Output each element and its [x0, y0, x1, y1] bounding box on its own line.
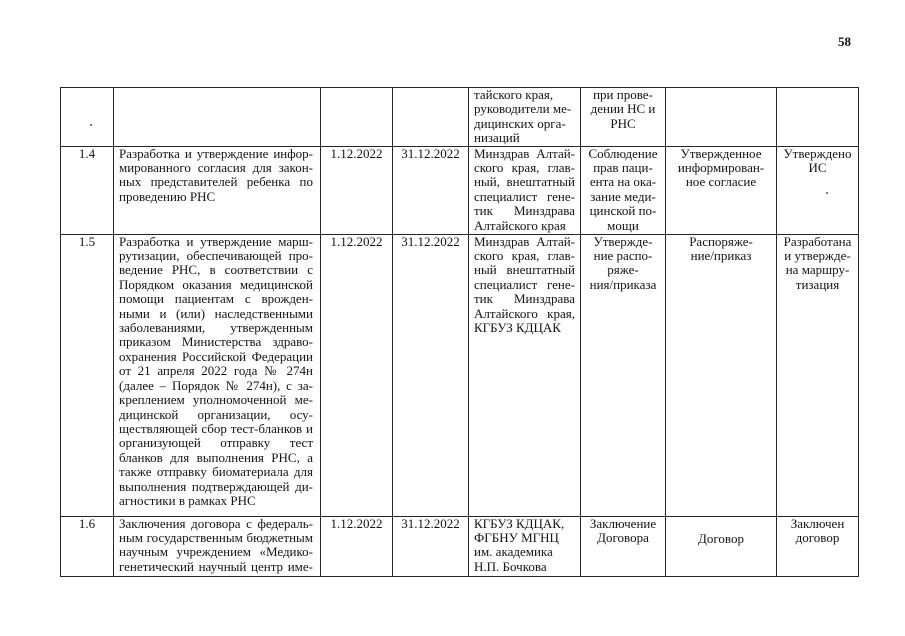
text-line: Договор: [698, 530, 744, 546]
text-line: Минздрав Алтай-: [474, 234, 575, 249]
text-line: прав паци-: [593, 160, 653, 176]
text-line: охранения Российской Федерации: [119, 348, 313, 364]
text-line: ряже-: [607, 262, 639, 278]
text-line: ента на ока-: [589, 174, 657, 190]
text-line: КГБУЗ КДЦАК: [474, 320, 561, 336]
text-line: Порядком оказания медицинской: [119, 276, 313, 292]
text-line: 1.4: [78, 146, 96, 161]
text-line: ный внештатный: [474, 262, 575, 278]
text-line: 1.12.2022: [330, 146, 383, 161]
text-line: на маршру-: [785, 262, 850, 278]
target-indicator-cell: [777, 88, 859, 147]
text-line: цинской по-: [589, 203, 657, 219]
text-line: ние распо-: [593, 248, 653, 264]
start-date-cell: [321, 516, 393, 576]
text-line: Утвержденное: [680, 146, 762, 161]
document-type-cell: [666, 516, 777, 576]
text-line: РНС: [610, 115, 636, 131]
text-line: договор: [795, 530, 840, 546]
text-line: Заключен: [790, 516, 845, 531]
text-line: проведению РНС: [119, 188, 216, 204]
text-line: ществляющей сбор тест-бланков и: [119, 420, 313, 436]
text-line: им. академика: [474, 544, 553, 560]
document-type-cell: [666, 88, 777, 147]
text-line: ный, внештатный: [474, 174, 575, 190]
task-description-cell: [114, 146, 321, 234]
text-line: низаций: [474, 130, 520, 146]
text-line: ными и (или) наследственными: [119, 305, 313, 321]
table-row-continuation: [61, 88, 859, 147]
text-line: 1.6: [78, 516, 96, 531]
text-line: ния/приказа: [589, 276, 657, 292]
responsible-party-cell: [469, 516, 581, 576]
item-number-cell: [61, 146, 114, 234]
text-line: информирован-: [677, 160, 765, 176]
target-indicator-cell: [777, 234, 859, 516]
text-line: ского края, глав-: [474, 248, 575, 264]
text-line: зание меди-: [590, 188, 656, 204]
text-line: специалист гене-: [474, 188, 575, 204]
text-line: Распоряже-: [689, 234, 753, 249]
text-line: Заключение: [589, 516, 657, 531]
text-line: генетический научный центр име-: [119, 558, 313, 574]
table-row-1-5: [61, 234, 859, 516]
start-date-cell: [321, 146, 393, 234]
text-line: Заключения договора с федераль-: [119, 516, 313, 531]
responsible-party-cell: [469, 234, 581, 516]
text-line: рутизации, обеспечивающей про-: [119, 248, 313, 264]
text-line: ведение РНС, в соответствии с: [119, 262, 313, 278]
text-line: также отправку биоматериала для: [119, 464, 313, 480]
expected-result-cell: [581, 88, 666, 147]
scan-speck: [90, 124, 92, 126]
end-date-cell: [393, 146, 469, 234]
start-date-cell: [321, 88, 393, 147]
text-line: тизация: [795, 276, 840, 292]
table-row-1-4: [61, 146, 859, 234]
text-line: тик Минздрава: [474, 291, 575, 307]
text-line: Утверждено: [783, 146, 852, 161]
text-line: научным учреждением «Медико-: [119, 544, 313, 560]
text-line: Разработка и утверждение марш-: [119, 234, 313, 249]
start-date-cell: [321, 234, 393, 516]
text-line: креплением уполномоченной ме-: [119, 392, 313, 408]
text-line: при прове-: [593, 87, 653, 102]
text-line: ным государственным бюджетным: [119, 530, 313, 546]
text-line: и утвержде-: [784, 248, 851, 264]
target-indicator-cell: [777, 146, 859, 234]
text-line: мощи: [607, 217, 639, 233]
text-line: Договора: [597, 530, 649, 546]
expected-result-cell: [581, 234, 666, 516]
text-line: тайского края,: [474, 87, 554, 102]
text-line: Разработана: [783, 234, 852, 249]
end-date-cell: [393, 234, 469, 516]
task-description-cell: [114, 516, 321, 576]
text-line: ИС: [808, 160, 827, 176]
text-line: выполнения подтверждающей ди-: [119, 478, 313, 494]
item-number-cell: [61, 516, 114, 576]
text-line: 1.5: [78, 234, 96, 249]
expected-result-cell: [581, 146, 666, 234]
text-line: тик Минздрава: [474, 203, 575, 219]
text-line: Утвержде-: [593, 234, 653, 249]
scan-speck: [826, 192, 828, 194]
expected-result-cell: [581, 516, 666, 576]
text-line: приказом Министерства здраво-: [119, 334, 313, 350]
text-line: ние/приказ: [690, 248, 752, 264]
text-line: организующей отправку тест: [119, 435, 313, 451]
text-line: дицинских орга-: [474, 115, 566, 131]
page-number: 58: [838, 34, 851, 49]
end-date-cell: [393, 516, 469, 576]
task-description-cell: [114, 234, 321, 516]
text-line: 31.12.2022: [401, 146, 460, 161]
text-line: Разработка и утверждение инфор-: [119, 146, 313, 161]
text-line: помощи пациентам с врожден-: [119, 291, 313, 307]
target-indicator-cell: [777, 516, 859, 576]
item-number-cell: [61, 234, 114, 516]
text-line: 31.12.2022: [401, 234, 460, 249]
text-line: мированного согласия для закон-: [119, 160, 313, 176]
text-line: ное согласие: [685, 174, 757, 190]
text-line: Соблюдение: [588, 146, 658, 161]
task-description-cell: [114, 88, 321, 147]
text-line: Алтайского края,: [474, 305, 575, 321]
text-line: руководители ме-: [474, 101, 572, 117]
text-line: 1.12.2022: [330, 234, 383, 249]
text-line: заболеваниями, утвержденным: [119, 320, 313, 336]
text-line: Минздрав Алтай-: [474, 146, 575, 161]
end-date-cell: [393, 88, 469, 147]
action-plan-table: [60, 87, 859, 577]
responsible-party-cell: [469, 88, 581, 147]
text-line: 31.12.2022: [401, 516, 460, 531]
text-line: от 21 апреля 2022 года № 274н: [119, 363, 313, 379]
text-line: агностики в рамках РНС: [119, 492, 256, 508]
text-line: КГБУЗ КДЦАК,: [474, 516, 565, 531]
text-line: ФГБНУ МГНЦ: [474, 530, 559, 546]
table-row-1-6: [61, 516, 859, 576]
responsible-party-cell: [469, 146, 581, 234]
text-line: специалист гене-: [474, 276, 575, 292]
text-line: бланков для выполнения РНС, а: [119, 449, 313, 465]
text-line: Н.П. Бочкова: [474, 558, 547, 574]
text-line: дицинской организации, осу-: [119, 406, 313, 422]
text-line: дении НС и: [590, 101, 656, 117]
text-line: ского края, глав-: [474, 160, 575, 176]
text-line: ных представителей ребенка по: [119, 174, 313, 190]
text-line: Алтайского края: [474, 217, 566, 233]
text-line: 1.12.2022: [330, 516, 383, 531]
item-number-cell: [61, 88, 114, 147]
text-line: (далее – Порядок № 274н), с за-: [119, 377, 313, 393]
document-type-cell: [666, 146, 777, 234]
document-type-cell: [666, 234, 777, 516]
